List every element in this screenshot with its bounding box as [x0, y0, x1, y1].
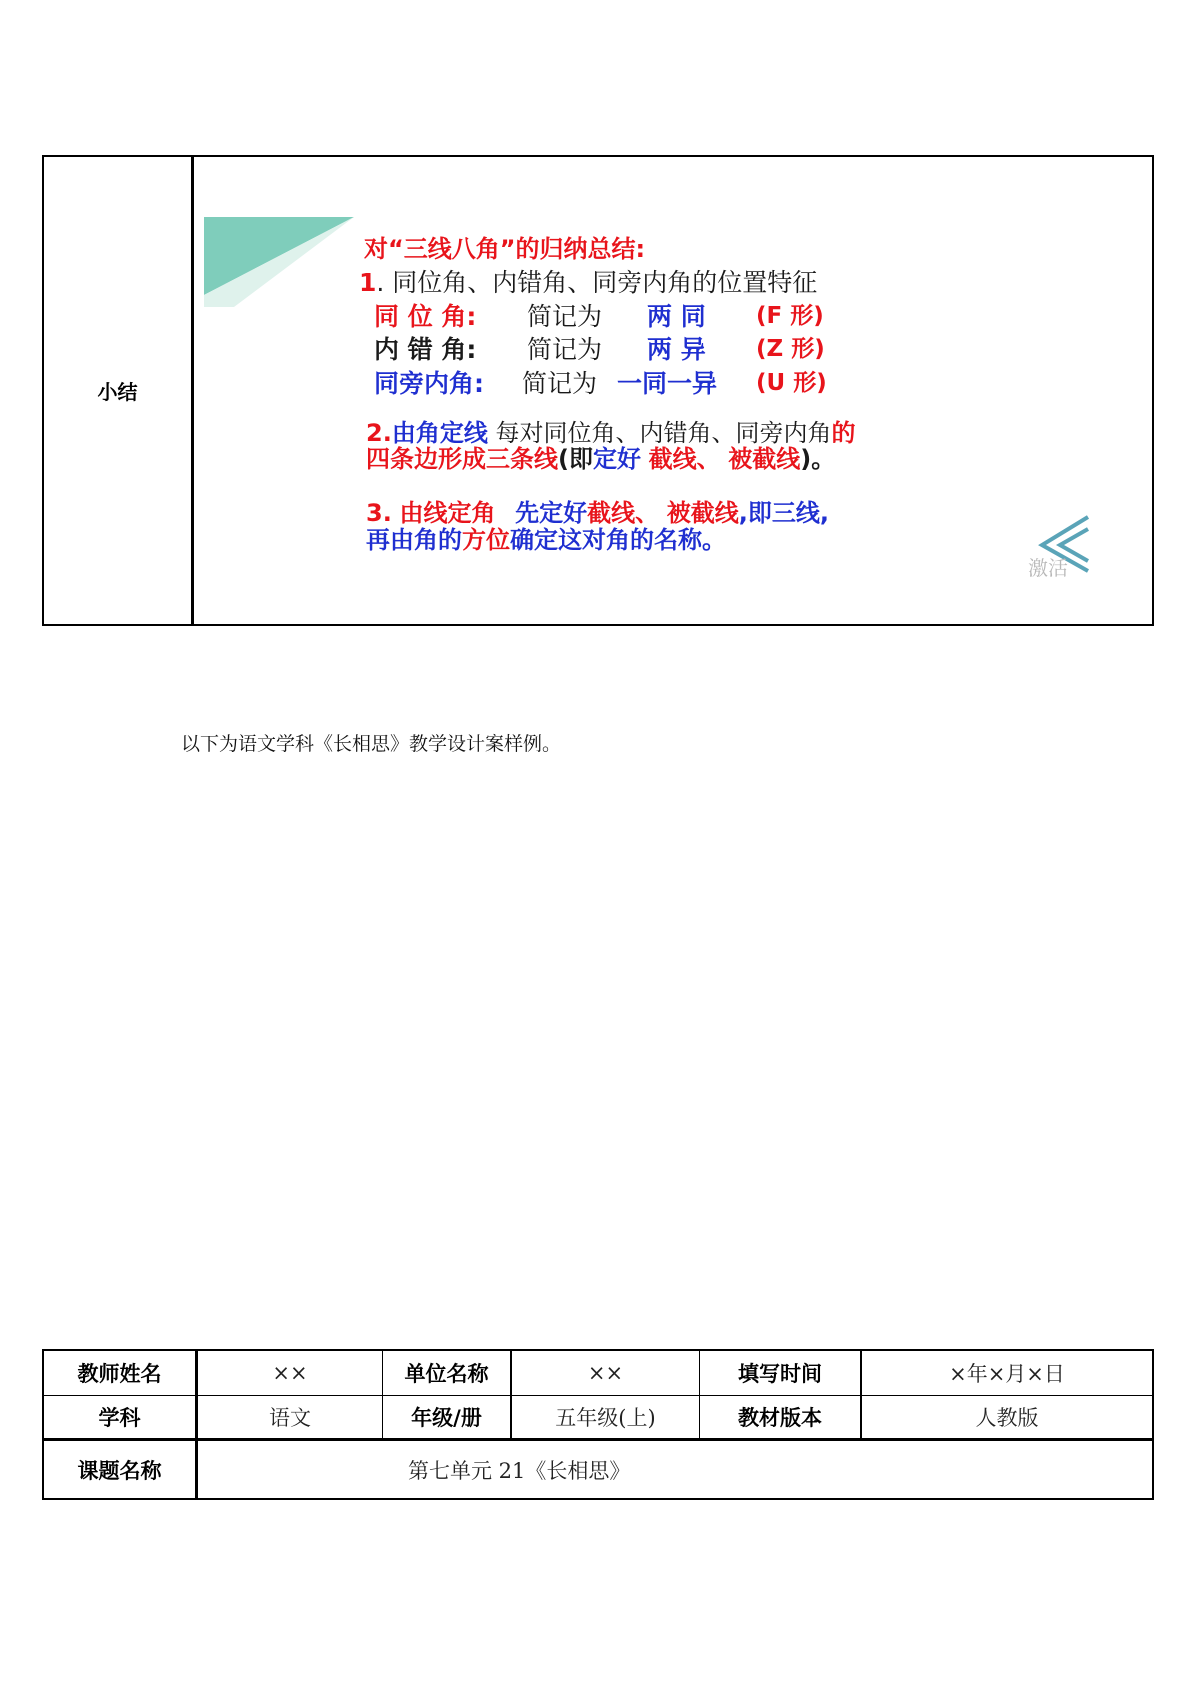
slide-point-1 — [359, 263, 817, 299]
point-2-head: 由角定线 — [391, 419, 488, 447]
slide-point-2-line-2 — [366, 439, 835, 474]
angle-hint-alternate: 简记为 — [527, 335, 603, 364]
point-2-line2-f: )。 — [800, 445, 836, 473]
angle-shape-cointerior: (U 形) — [756, 370, 827, 396]
point-3-number: 3. — [366, 499, 392, 527]
intro-paragraph: 以下为语文学科《长相思》教学设计案样例。 — [181, 733, 562, 755]
textbook-edition-label: 教材版本 — [700, 1396, 862, 1438]
point-1-number: 1 — [359, 268, 377, 297]
point-2-line2-a: 四条边形成三条线 — [366, 445, 558, 473]
angle-name-corresponding: 同 位 角: — [374, 302, 477, 331]
slide-point-3-line-2 — [366, 520, 726, 555]
angle-name-cointerior: 同旁内角: — [374, 369, 484, 398]
angle-hint-cointerior: 简记为 — [522, 369, 598, 398]
point-2-line2-b: (即 — [558, 445, 593, 473]
teacher-name-value: ×× — [198, 1351, 383, 1395]
point-3-mid: 先定好 — [515, 499, 588, 527]
angle-key-cointerior: 一同一异 — [617, 369, 718, 398]
unit-name-label: 单位名称 — [383, 1351, 512, 1395]
subject-value: 语文 — [198, 1396, 383, 1438]
textbook-edition-value: 人教版 — [975, 1406, 1039, 1430]
point-1-text: . 同位角、内错角、同旁内角的位置特征 — [376, 268, 818, 297]
point-2-number: 2. — [366, 419, 392, 447]
fill-date-value: ×年×月×日 — [949, 1362, 1065, 1386]
angle-key-alternate: 两 异 — [647, 335, 706, 364]
point-2-line2-d: 截线、 — [648, 445, 721, 473]
point-2-line2-c: 定好 — [592, 445, 641, 473]
summary-content-cell — [194, 157, 1152, 624]
corner-decoration-icon — [204, 217, 364, 307]
point-2-line2-e: 被截线 — [728, 445, 801, 473]
fill-date-label: 填写时间 — [700, 1351, 862, 1395]
angle-shape-corresponding: (F 形) — [756, 303, 824, 329]
angle-hint-corresponding: 简记为 — [527, 302, 603, 331]
info-row-3 — [44, 1441, 1152, 1498]
point-2-mid: 每对同位角、内错角、同旁内角 — [495, 419, 832, 447]
lesson-title-value: 第七单元 21《长相思》 — [408, 1458, 631, 1483]
info-row-2 — [44, 1396, 1152, 1441]
angle-key-corresponding: 两 同 — [647, 302, 706, 331]
teacher-name-label: 教师姓名 — [44, 1351, 198, 1395]
angle-shape-alternate: (Z 形) — [756, 336, 825, 362]
point-3-line2-a: 再由角的 — [366, 526, 462, 554]
summary-table — [42, 155, 1154, 626]
point-3-c: ,即三线, — [738, 499, 829, 527]
subject-label: 学科 — [44, 1396, 198, 1438]
slide-watermark-text: 激活 — [1028, 556, 1068, 580]
info-row-1 — [44, 1351, 1152, 1396]
grade-label: 年级/册 — [383, 1396, 512, 1438]
unit-name-value: ×× — [512, 1351, 700, 1395]
grade-value: 五年级(上) — [512, 1396, 700, 1438]
point-3-line2-b: 方位 — [462, 526, 510, 554]
point-3-a: 截线、 — [587, 499, 660, 527]
slide-title: 对“三线八角”的归纳总结: — [364, 235, 646, 263]
angle-name-alternate: 内 错 角: — [374, 335, 477, 364]
point-3-b: 被截线 — [666, 499, 739, 527]
summary-slide — [204, 217, 1096, 591]
lesson-info-table — [42, 1349, 1154, 1500]
point-3-head: 由线定角 — [399, 499, 496, 527]
summary-label: 小结 — [44, 157, 194, 624]
point-2-tail: 的 — [831, 419, 856, 447]
point-3-line2-c: 确定这对角的名称。 — [510, 526, 726, 554]
lesson-title-label: 课题名称 — [44, 1441, 198, 1498]
